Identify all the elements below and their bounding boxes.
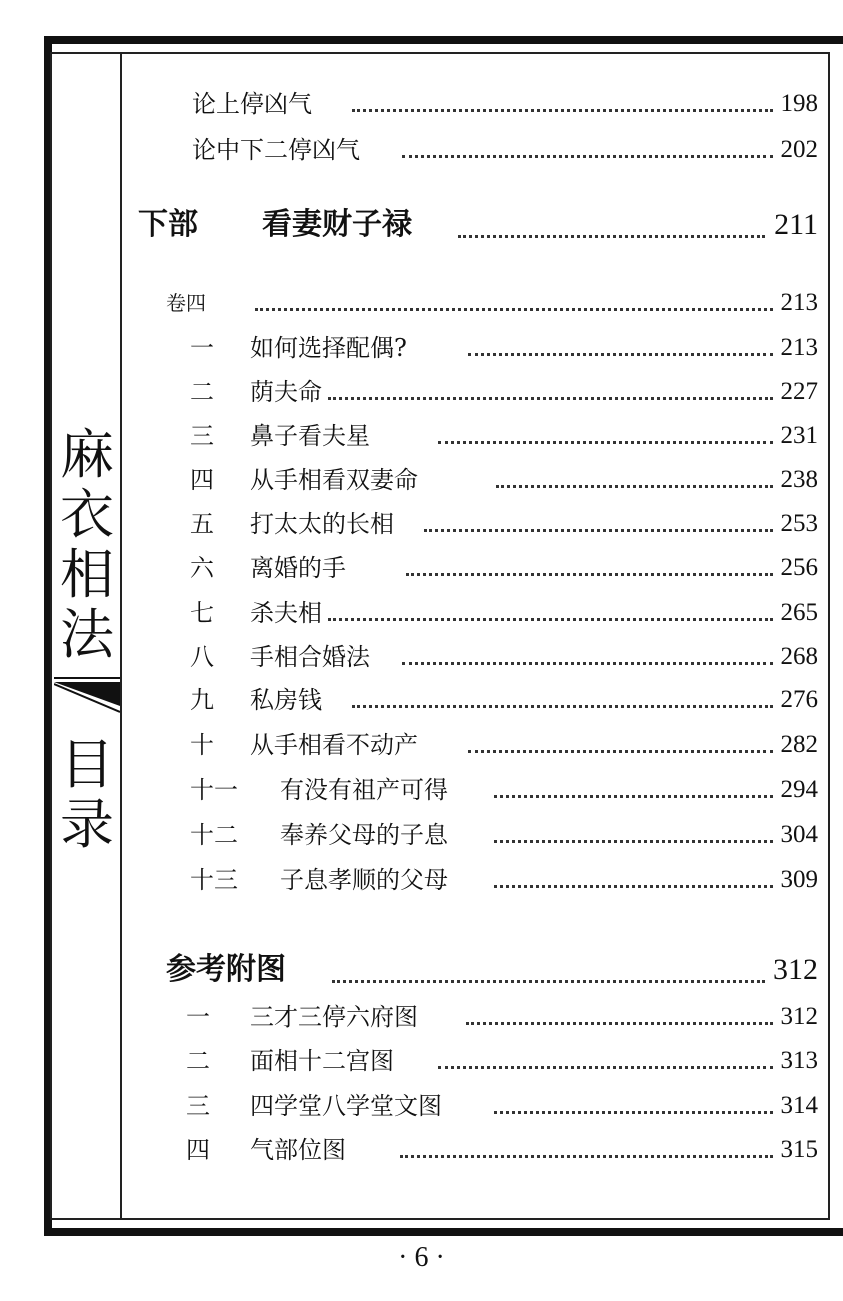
toc-entry-title: 气部位图 [250,1136,346,1164]
toc-entry[interactable] [0,372,843,412]
toc-entry-title: 论中下二停凶气 [192,136,360,164]
toc-entry[interactable] [0,130,843,170]
toc-entry-page: 198 [780,90,818,117]
dot-leader [406,573,773,576]
toc-entry[interactable] [0,860,843,900]
toc-entry[interactable] [0,593,843,633]
toc-entry[interactable] [0,637,843,677]
dot-leader [402,155,773,158]
toc-part-heading[interactable] [0,205,843,245]
toc-entry-title: 打太太的长相 [250,510,394,538]
toc-entry-number: 八 [190,643,214,671]
dot-leader [468,750,773,753]
dot-leader [438,441,773,444]
toc-entry[interactable] [0,504,843,544]
toc-entry-number: 九 [190,686,214,714]
toc-appendix-heading[interactable] [0,950,843,990]
toc-entry-number: 六 [190,554,214,582]
toc-entry-number: 三 [190,422,214,450]
toc-entry-title: 三才三停六府图 [250,1003,418,1031]
part-label: 下部 [138,207,198,242]
dot-leader [496,485,773,488]
spine-char: 相 [60,543,114,606]
toc-entry-number: 十一 [190,776,238,804]
toc-entry-title: 荫夫命 [250,378,322,406]
toc-entry-page: 315 [780,1136,818,1163]
toc-entry[interactable] [0,815,843,855]
dot-leader [402,662,773,665]
toc-entry-number: 一 [186,1003,210,1031]
toc-entry-title: 私房钱 [250,686,322,714]
toc-entry-title: 离婚的手 [250,554,346,582]
toc-entry-page: 268 [780,643,818,670]
toc-entry[interactable] [0,416,843,456]
toc-entry-number: 四 [190,466,214,494]
toc-entry[interactable] [0,328,843,368]
toc-entry[interactable] [0,770,843,810]
toc-entry-number: 二 [186,1047,210,1075]
toc-entry[interactable] [0,997,843,1037]
toc-entry-title: 有没有祖产可得 [280,776,448,804]
toc-volume[interactable] [0,283,843,323]
toc-entry-page: 231 [780,422,818,449]
toc-entry[interactable] [0,680,843,720]
toc-entry[interactable] [0,1041,843,1081]
toc-entry-title: 从手相看不动产 [250,731,418,759]
toc-entry-number: 十三 [190,866,238,894]
spine-char: 法 [60,603,114,666]
toc-entry-page: 265 [780,599,818,626]
toc-entry-page: 202 [780,136,818,163]
toc-entry-title: 论上停凶气 [192,90,312,118]
toc-entry-number: 二 [190,378,214,406]
toc-entry[interactable] [0,1130,843,1170]
dot-leader [352,705,773,708]
dot-leader [424,529,773,532]
toc-entry-page: 238 [780,466,818,493]
spine-char: 目 [60,733,114,796]
toc-entry-page: 312 [780,1003,818,1030]
toc-entry-page: 294 [780,776,818,803]
toc-entry-title: 鼻子看夫星 [250,422,370,450]
toc-entry-page: 304 [780,821,818,848]
appendix-title: 参考附图 [166,952,286,987]
toc-entry-title: 手相合婚法 [250,643,370,671]
toc-entry-title: 杀夫相 [250,599,322,627]
toc-entry-page: 253 [780,510,818,537]
toc-entry-page: 213 [780,334,818,361]
dot-leader [494,885,773,888]
page-number: · 6 · [398,1242,445,1273]
toc-entry-page: 282 [780,731,818,758]
toc-entry-title: 从手相看双妻命 [250,466,418,494]
toc-entry-page: 276 [780,686,818,713]
toc-entry-page: 227 [780,378,818,405]
toc-entry[interactable] [0,1086,843,1126]
volume-label: 卷四 [166,291,206,315]
dot-leader [494,1111,773,1114]
toc-entry-page: 313 [780,1047,818,1074]
toc-entry[interactable] [0,725,843,765]
part-page: 211 [774,208,818,241]
toc-entry[interactable] [0,84,843,124]
spine-char: 录 [60,793,114,856]
spine-char: 麻 [60,423,114,486]
toc-entry-number: 三 [186,1092,210,1120]
dot-leader [494,795,773,798]
toc-entry-number: 五 [190,510,214,538]
volume-page: 213 [780,289,818,316]
dot-leader [458,235,765,238]
toc-entry-number: 十 [190,731,214,759]
spine-char: 衣 [60,483,114,546]
toc-entry-title: 如何选择配偶? [250,334,407,362]
toc-entry-number: 四 [186,1136,210,1164]
dot-leader [328,397,773,400]
toc-entry-page: 256 [780,554,818,581]
dot-leader [468,353,773,356]
part-title: 看妻财子禄 [262,207,412,242]
toc-entry-number: 十二 [190,821,238,849]
toc-entry-number: 一 [190,334,214,362]
toc-entry-title: 面相十二宫图 [250,1047,394,1075]
toc-entry-number: 七 [190,599,214,627]
toc-entry-title: 子息孝顺的父母 [280,866,448,894]
toc-entry[interactable] [0,460,843,500]
dot-leader [332,980,765,983]
toc-entry-page: 309 [780,866,818,893]
appendix-page: 312 [773,953,818,986]
dot-leader [328,618,773,621]
dot-leader [466,1022,773,1025]
toc-entry-title: 奉养父母的子息 [280,821,448,849]
dot-leader [494,840,773,843]
dot-leader [438,1066,773,1069]
toc-entry-page: 314 [780,1092,818,1119]
toc-entry[interactable] [0,548,843,588]
dot-leader [255,308,773,311]
toc-entry-title: 四学堂八学堂文图 [250,1092,442,1120]
dot-leader [400,1155,773,1158]
dot-leader [352,109,773,112]
